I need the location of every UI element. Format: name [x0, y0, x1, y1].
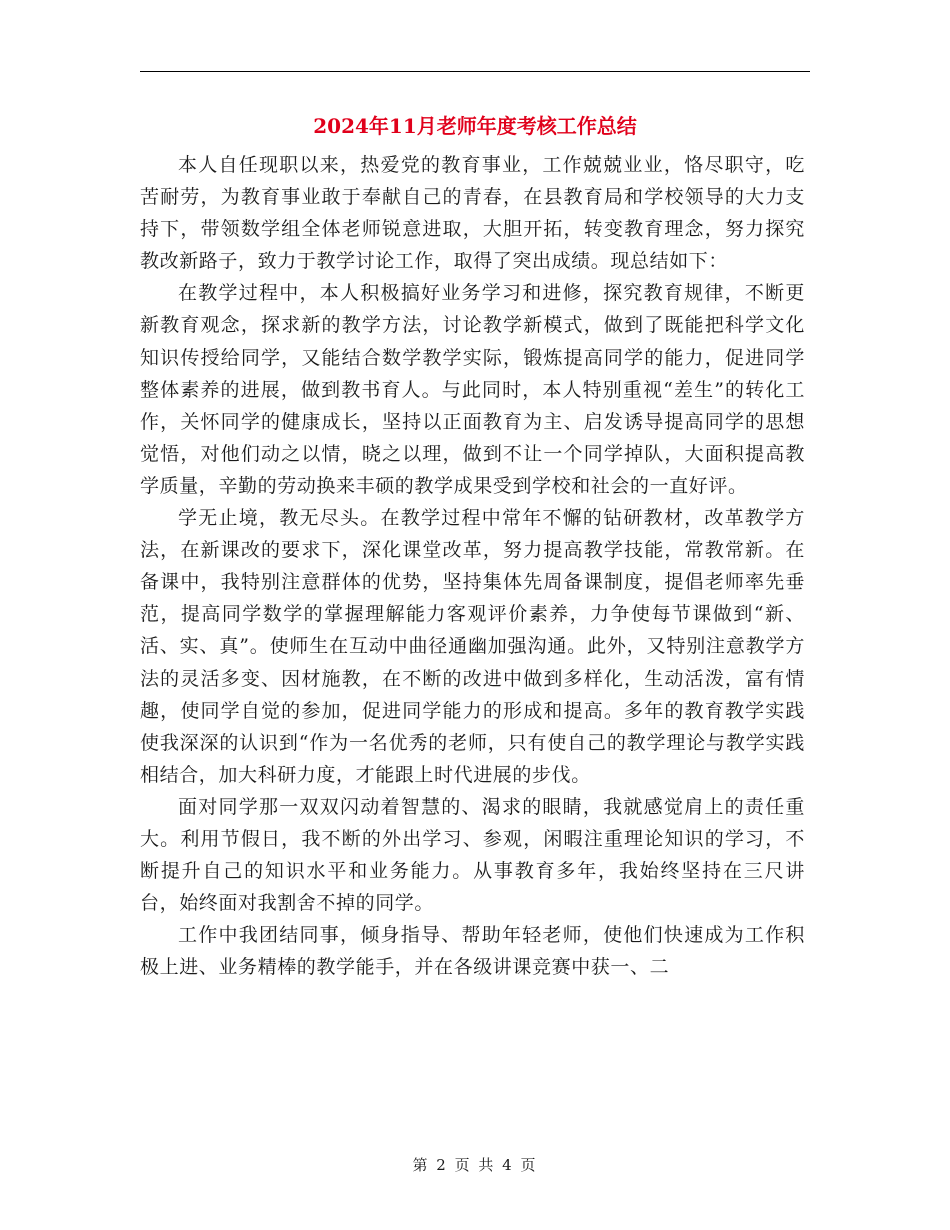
paragraph-intro: 本人自任现职以来，热爱党的教育事业，工作兢兢业业，恪尽职守，吃苦耐劳，为教育事业敢于奉献自己的青春，在县教育局和学校领导的大力支持下，带领数学组全体老师锐意进取，大胆开拓，转变教育理念，努力探究教改新路子，致力于教学讨论工作，取得了突出成绩。现总结如下：: [140, 154, 805, 273]
document-body: [140, 149, 805, 983]
page-number-footer: 第 2 页 共 4 页: [412, 1156, 538, 1174]
header-rule: [140, 71, 810, 72]
paragraph-teaching-process: 在教学过程中，本人积极搞好业务学习和进修，探究教育规律，不断更新教育观念，探求新的教学方法，讨论教学新模式，做到了既能把科学文化知识传授给同学，又能结合数学教学实际，锻炼提高同学的能力，促进同学整体素养的进展，做到教书育人。与此同时，本人特别重视“差生”的转化工作，关怀同学的健康成长，坚持以正面教育为主、启发诱导提高同学的思想觉悟，对他们动之以情，晓之以理，做到不让一个同学掉队，大面积提高教学质量，辛勤的劳动换来丰硕的教学成果受到学校和社会的一直好评。: [140, 282, 805, 497]
document-title: 2024年11月老师年度考核工作总结: [313, 114, 637, 138]
paragraph-teamwork: 工作中我团结同事，倾身指导、帮助年轻老师，使他们快速成为工作积极上进、业务精棒的教学能手，并在各级讲课竞赛中获一、二: [140, 924, 805, 979]
paragraph-continuous-learning: 学无止境，教无尽头。在教学过程中常年不懈的钻研教材，改革教学方法，在新课改的要求下，深化课堂改革，努力提高教学技能，常教常新。在备课中，我特别注意群体的优势，坚持集体先周备课制度，提倡老师率先垂范，提高同学数学的掌握理解能力客观评价素养，力争使每节课做到“新、活、实、真”。使师生在互动中曲径通幽加强沟通。此外，又特别注意教学方法的灵活多变、因材施教，在不断的改进中做到多样化，生动活泼，富有情趣，使同学自觉的参加，促进同学能力的形成和提高。多年的教育教学实践使我深深的认识到“作为一名优秀的老师，只有使自己的教学理论与教学实践相结合，加大科研力度，才能跟上时代进展的步伐。: [140, 507, 805, 786]
paragraph-responsibility: 面对同学那一双双闪动着智慧的、渴求的眼睛，我就感觉肩上的责任重大。利用节假日，我不断的外出学习、参观，闲暇注重理论知识的学习，不断提升自己的知识水平和业务能力。从事教育多年，我始终坚持在三尺讲台，始终面对我割舍不掉的同学。: [140, 795, 805, 915]
